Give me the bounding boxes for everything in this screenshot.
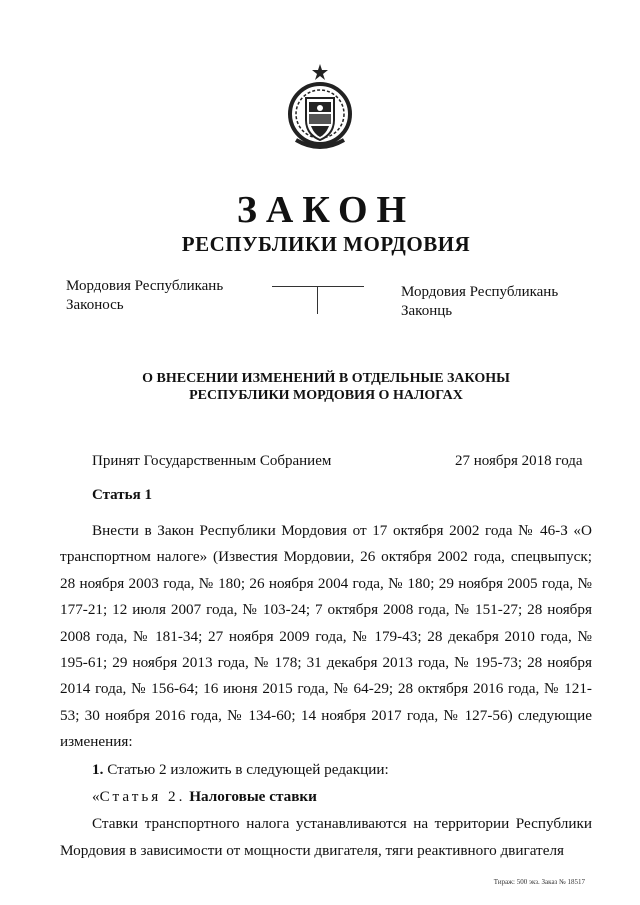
erzya-caption	[401, 283, 558, 321]
divider-vertical	[317, 286, 318, 314]
erzya-caption-line-2: Законць	[401, 303, 453, 319]
law-heading-line-2: РЕСПУБЛИКИ МОРДОВИЯ О НАЛОГАХ	[189, 388, 463, 403]
quoted-article-heading	[60, 784, 592, 810]
quoted-article-label: Статья 2.	[99, 788, 186, 806]
quoted-article-title: Налоговые ставки	[189, 788, 317, 806]
moksha-caption-line-1: Мордовия Республикань	[66, 278, 224, 294]
divider-horizontal	[272, 286, 364, 287]
adopted-date: 27 ноября 2018 года	[455, 453, 583, 469]
article-1-heading: Статья 1	[92, 487, 152, 503]
article-1-paragraph: Внести в Закон Республики Мордовия от 17 октября 2002 года № 46-З «О транспортном налоге» (Известия Мордовии, 26 октября 2002 года, спецвыпуск; 28 ноября 2003 года, № 180; 26 ноября 2004 года, № 180; 29 ноября 2005 года, № 177-21; 12 июля 2007 года, № 103-24; 7 октября 2008 года, № 151-27; 28 ноября 2008 года, № 181-34; 27 ноября 2009 года, № 179-43; 28 декабря 2010 года, № 195-61; 29 ноября 2013 года, № 178; 31 декабря 2013 года, № 195-73; 28 ноября 2014 года, № 156-64; 16 июня 2015 года, № 64-29; 28 октября 2016 года, № 121-53; 30 ноября 2016 года, № 134-60; 14 ноября 2017 года, № 127-56) следующие изменения:	[60, 522, 592, 751]
law-heading-line-1: О ВНЕСЕНИИ ИЗМЕНЕНИЙ В ОТДЕЛЬНЫЕ ЗАКОНЫ	[142, 371, 510, 386]
coat-of-arms-emblem	[282, 62, 358, 154]
article-1-body	[60, 518, 592, 864]
moksha-caption-line-2: Законось	[66, 297, 124, 313]
tax-rates-paragraph: Ставки транспортного налога устанавливаются на территории Республики Мордовия в зависимости от мощности двигателя, тяги реактивного двигателя	[60, 815, 592, 859]
quote-open: «	[92, 788, 100, 806]
amendment-item-number: 1.	[92, 760, 104, 778]
print-run-note: Тираж: 500 экз. Заказ № 18517	[493, 878, 585, 886]
moksha-caption	[66, 277, 223, 315]
document-subtitle: РЕСПУБЛИКИ МОРДОВИЯ	[181, 232, 471, 256]
law-heading	[6, 370, 640, 404]
amendment-item-1	[60, 757, 592, 783]
adopted-by: Принят Государственным Собранием	[92, 453, 332, 469]
amendment-item-text: Статью 2 изложить в следующей редакции:	[107, 760, 389, 778]
erzya-caption-line-1: Мордовия Республикань	[401, 284, 559, 300]
document-title: ЗАКОН	[236, 189, 416, 231]
